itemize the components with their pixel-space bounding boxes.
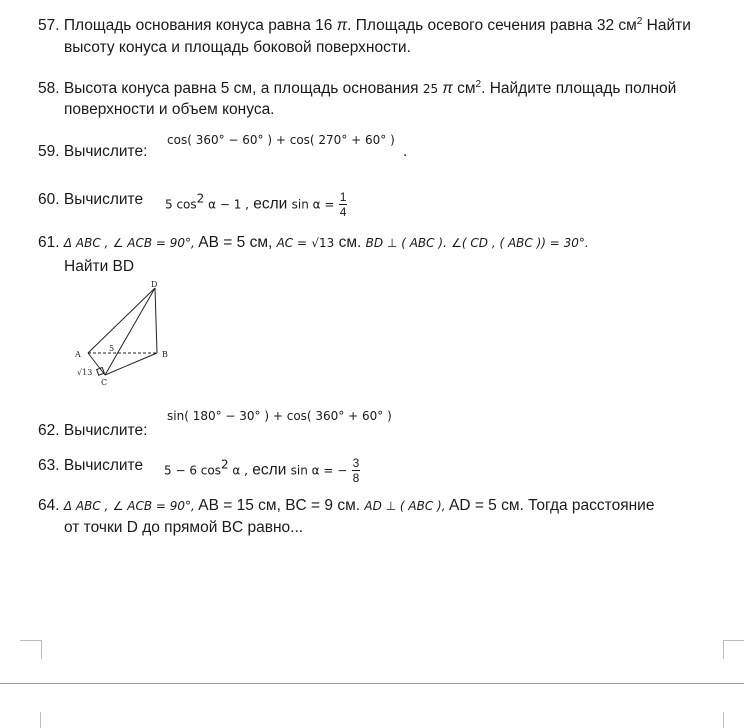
problem-58-line1 — [38, 79, 676, 99]
problem-57-text-a: Площадь основания конуса равна 16 — [63, 17, 333, 34]
problem-63-label: 63. Вычислите — [38, 457, 144, 474]
problem-61-perpendicular: BD ⊥ ( ABC ). — [365, 236, 447, 250]
problem-61-find: Найти BD — [64, 258, 135, 275]
problem-60-fraction — [339, 190, 348, 219]
problem-60-if: если — [253, 195, 288, 213]
problem-58-value: 25 — [422, 82, 439, 96]
problem-64-line1 — [38, 496, 654, 516]
label-c: C — [101, 378, 108, 387]
problem-57-number: 57. — [38, 17, 60, 34]
problem-60-expr-b: α − 1 , — [204, 197, 249, 212]
corner-mark-bottom-right — [723, 640, 744, 659]
problem-57-sup: 2 — [636, 15, 643, 27]
problem-63-if: если — [252, 461, 287, 479]
problem-61-triangle: Δ ABC , — [63, 236, 109, 250]
problem-60-condition: sin α = — [291, 197, 335, 212]
problem-60-fraction-num: 1 — [339, 190, 347, 204]
problem-64-number: 64. — [38, 497, 60, 514]
problem-61-ab: AB = 5 см, — [198, 234, 273, 251]
problem-58-pi: π — [442, 80, 453, 97]
problem-57-line1 — [38, 16, 691, 36]
problem-62-label: 62. Вычислите: — [38, 422, 148, 439]
label-five: 5 — [109, 344, 115, 353]
corner-mark-next-right — [723, 712, 724, 728]
problem-57-pi: π — [336, 17, 348, 34]
problem-61-ac-root: √13 — [311, 236, 335, 250]
problem-64-line2: от точки D до прямой BC равно... — [64, 519, 304, 536]
problem-61-number: 61. — [38, 234, 60, 251]
problem-63-expr-b: α , — [228, 463, 248, 478]
problem-63-condition: sin α = − — [290, 463, 348, 478]
page-separator — [0, 683, 744, 684]
problem-58-text-a: Высота конуса равна 5 см, а площадь основания — [63, 80, 419, 97]
problem-64-perpendicular: AD ⊥ ( ABC ), — [364, 499, 446, 513]
problem-64-angle: ∠ ACB = 90°, — [112, 499, 195, 513]
problem-63-sup: 2 — [220, 457, 229, 472]
label-a: A — [75, 350, 81, 359]
right-angle-mark — [97, 367, 105, 375]
problem-62-expression: sin( 180° − 30° ) + cos( 360° + 60° ) — [167, 409, 392, 423]
problem-63-fraction-den: 8 — [352, 471, 360, 485]
problem-63-expr-a: 5 − 6 cos — [164, 463, 221, 478]
problem-60-fraction-den: 4 — [339, 205, 347, 219]
label-b: B — [162, 350, 168, 359]
problem-57-line2: высоту конуса и площадь боковой поверхности. — [64, 39, 411, 56]
edge-da — [88, 288, 155, 353]
pyramid-figure — [70, 280, 180, 390]
label-d: D — [151, 280, 158, 289]
problem-64-triangle: Δ ABC , — [63, 499, 109, 513]
problem-59-expression: cos( 360° − 60° ) + cos( 270° + 60° ) — [167, 133, 395, 147]
corner-mark-next-left — [40, 712, 41, 728]
problem-57-text-c: Найти — [642, 17, 691, 34]
label-root13: √13 — [77, 368, 93, 377]
problem-58-number: 58. — [38, 80, 60, 97]
problem-63-fraction — [352, 456, 361, 485]
problem-61-angle2: ∠( CD , ( ABC )) = 30°. — [451, 236, 589, 250]
problem-61-angle: ∠ ACB = 90°, — [112, 236, 195, 250]
problem-61-line1 — [38, 233, 589, 253]
problem-60-sup: 2 — [196, 191, 205, 206]
problem-60-expression — [165, 190, 347, 219]
edge-cb — [105, 353, 157, 375]
problem-58-unit: см — [457, 80, 476, 97]
problem-59-tail: . — [403, 143, 408, 160]
edge-db — [155, 288, 157, 353]
problem-64-ad: AD = 5 см. Тогда расстояние — [448, 497, 655, 514]
corner-mark-bottom-left — [20, 640, 42, 659]
problem-63-fraction-num: 3 — [352, 456, 360, 470]
problem-58-line2: поверхности и объем конуса. — [64, 101, 275, 118]
problem-60-label: 60. Вычислите — [38, 191, 144, 208]
problem-64-sides: AB = 15 см, BC = 9 см. — [198, 497, 361, 514]
edge-dc — [105, 288, 155, 375]
problem-58-text-b: . Найдите площадь полной — [481, 80, 677, 97]
problem-60-expr-a: 5 cos — [165, 197, 197, 212]
problem-61-ac: AC = — [276, 236, 308, 250]
problem-57-text-b: . Площадь осевого сечения равна 32 см — [347, 17, 637, 34]
problem-63-expression — [164, 456, 360, 485]
problem-61-ac-unit: см. — [338, 234, 362, 251]
problem-59-label: 59. Вычислите: — [38, 143, 148, 160]
problem-58-sup: 2 — [475, 78, 482, 90]
